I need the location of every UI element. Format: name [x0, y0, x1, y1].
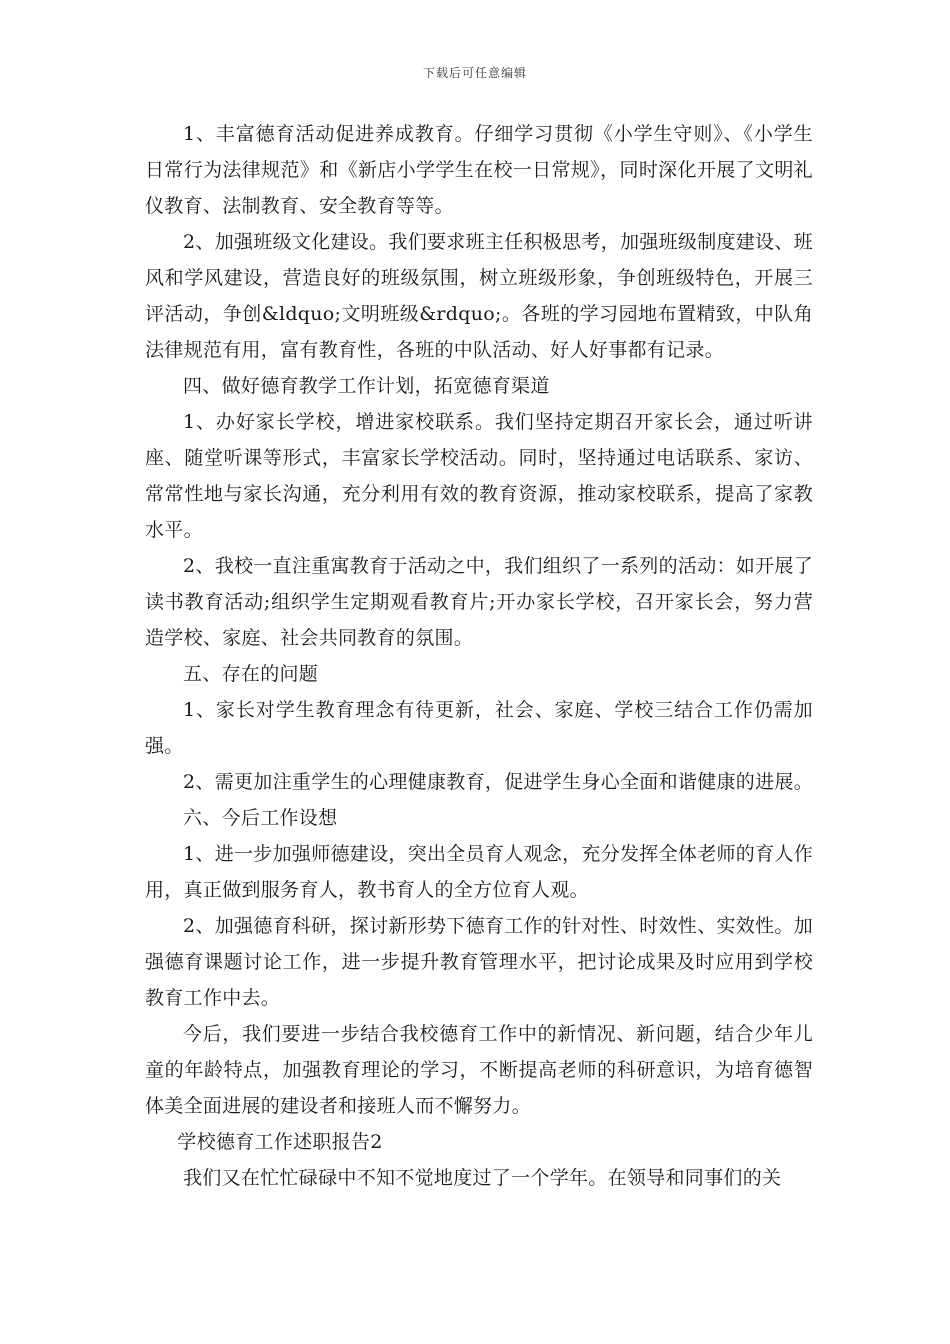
header-note: 下载后可任意编辑	[422, 66, 527, 80]
document-body	[145, 116, 813, 1196]
section-heading-six: 六、今后工作设想	[183, 807, 338, 829]
paragraph-class-culture: 2、加强班级文化建设。我们要求班主任积极思考，加强班级制度建设、班风和学风建设，营造良好的班级氛围，树立班级形象，争创班级特色，开展三评活动，争创&ldquo;文明班级&rdquo;。各班的学习园地布置精致，中队角法律规范有用，富有教育性，各班的中队活动、好人好事都有记录。	[145, 231, 813, 361]
paragraph-plan-two: 2、加强德育科研，探讨新形势下德育工作的针对性、时效性、实效性。加强德育课题讨论工作，进一步提升教育管理水平，把讨论成果及时应用到学校教育工作中去。	[145, 915, 813, 1009]
section-heading-four: 四、做好德育教学工作计划，拓宽德育渠道	[183, 375, 550, 397]
paragraph-problem-two: 2、需更加注重学生的心理健康教育，促进学生身心全面和谐健康的进展。	[183, 771, 813, 793]
paragraph-activities: 2、我校一直注重寓教育于活动之中，我们组织了一系列的活动：如开展了读书教育活动;组织学生定期观看教育片;开办家长学校，召开家长会，努力营造学校、家庭、社会共同教育的氛围。	[145, 555, 813, 649]
paragraph-conclusion: 今后，我们要进一步结合我校德育工作中的新情况、新问题，结合少年儿童的年龄特点，加强教育理论的学习，不断提高老师的科研意识，为培育德智体美全面进展的建设者和接班人而不懈努力。	[145, 1023, 813, 1117]
paragraph-problem-one: 1、家长对学生教育理念有待更新，社会、家庭、学校三结合工作仍需加强。	[145, 699, 813, 757]
section-heading-five: 五、存在的问题	[183, 663, 319, 685]
report-title: 学校德育工作述职报告2	[177, 1131, 383, 1153]
paragraph-moral-activities: 1、丰富德育活动促进养成教育。仔细学习贯彻《小学生守则》、《小学生日常行为法律规范》和《新店小学学生在校一日常规》，同时深化开展了文明礼仪教育、法制教育、安全教育等等。	[145, 123, 813, 217]
paragraph-report-opening: 我们又在忙忙碌碌中不知不觉地度过了一个学年。在领导和同事们的关	[183, 1167, 782, 1189]
paragraph-plan-one: 1、进一步加强师德建设，突出全员育人观念，充分发挥全体老师的育人作用，真正做到服务育人，教书育人的全方位育人观。	[145, 843, 813, 901]
paragraph-parent-school: 1、办好家长学校，增进家校联系。我们坚持定期召开家长会，通过听讲座、随堂听课等形式，丰富家长学校活动。同时，坚持通过电话联系、家访、常常性地与家长沟通，充分利用有效的教育资源，推动家校联系，提高了家教水平。	[145, 411, 813, 541]
